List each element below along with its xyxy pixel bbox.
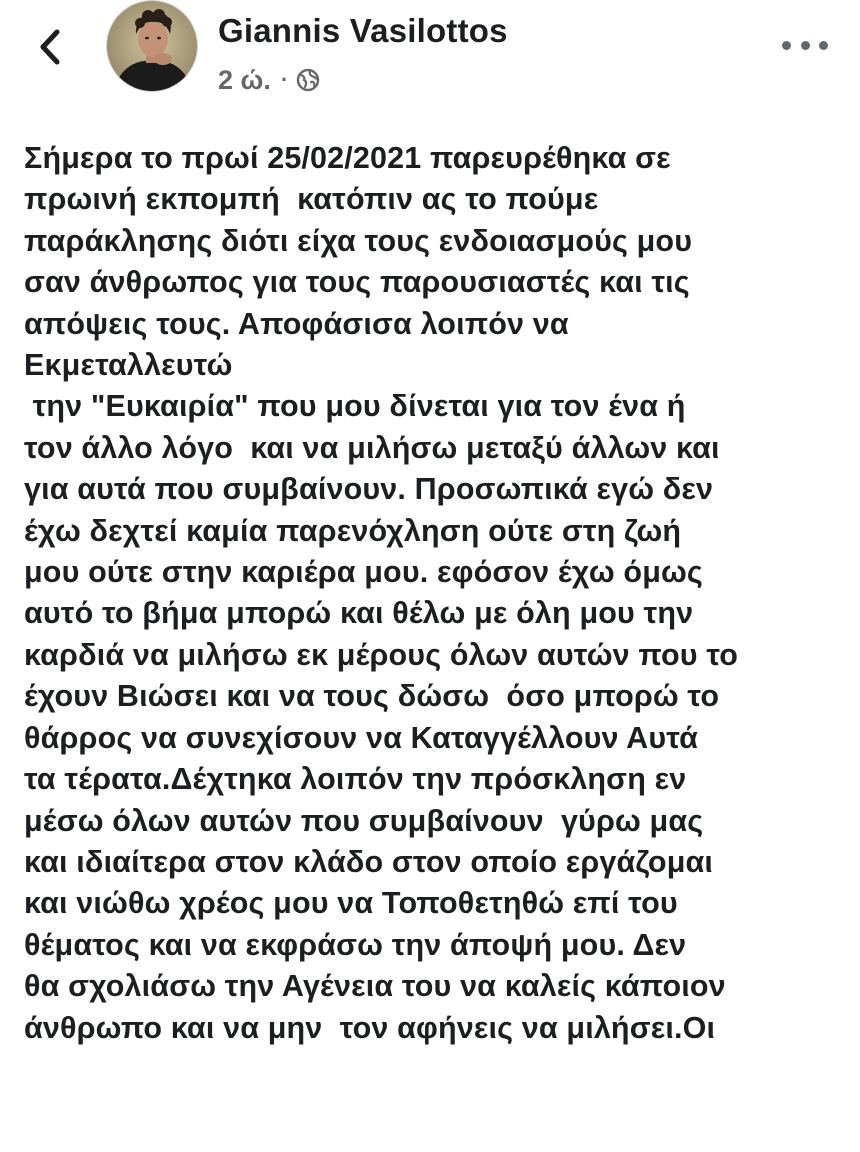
post-text-line: και νιώθω χρέος μου να Τοποθετηθώ επί του: [24, 886, 678, 921]
post-meta: [218, 62, 320, 98]
post-text-line: πρωινή εκπομπή κατόπιν ας το πούμε: [24, 182, 599, 217]
post-text-line: θέματος και να εκφράσω την άποψή μου. Δεν: [24, 927, 687, 962]
meta-separator: ·: [280, 67, 289, 92]
post-text-line: σαν άνθρωπος για τους παρουσιαστές και τις: [24, 265, 690, 300]
post-text-line: θάρρος να συνεχίσουν να Καταγγέλλουν Αυτά: [24, 720, 699, 755]
more-dot: [801, 41, 810, 50]
post-text-line: έχω δεχτεί καμία παρενόχληση ούτε στη ζωή: [24, 513, 682, 548]
author-name[interactable]: Giannis Vasilottos: [218, 12, 508, 49]
post-text-line: Εκμεταλλευτώ: [24, 348, 233, 383]
post-text-line: απόψεις τους. Αποφάσισα λοιπόν να: [24, 306, 569, 341]
post-text-line: Σήμερα το πρωί 25/02/2021 παρευρέθηκα σε: [24, 141, 671, 175]
post-timestamp[interactable]: 2 ώ.: [218, 64, 271, 95]
post-text-line: μου ούτε στην καριέρα μου. εφόσον έχω όμως: [24, 555, 703, 590]
more-dot: [782, 41, 791, 50]
chevron-left-icon: [35, 27, 65, 67]
post-text-line: θα σχολιάσω την Αγένεια του να καλείς κάποιον: [24, 969, 726, 1004]
post-text-line: έχουν Βιώσει και να τους δώσω όσο μπορώ το: [24, 679, 720, 714]
post-text-line: τα τέρατα.Δέχτηκα λοιπόν την πρόσκληση εν: [24, 762, 687, 797]
post-text-line: μέσω όλων αυτών που συμβαίνουν γύρω μας: [24, 803, 704, 838]
post-text-line: για αυτά που συμβαίνουν. Προσωπικά εγώ δεν: [24, 472, 714, 507]
post-header: [0, 0, 860, 110]
post-text: [24, 138, 854, 1049]
post-text-line: καρδιά να μιλήσω εκ μέρους όλων αυτών που το: [24, 637, 739, 672]
post-text-line: παράκλησης διότι είχα τους ενδοιασμούς μου: [24, 223, 693, 258]
post-text-line: τον άλλο λόγο και να μιλήσω μεταξύ άλλων και: [24, 430, 720, 465]
avatar[interactable]: [106, 0, 198, 92]
post-text-line: αυτό το βήμα μπορώ και θέλω με όλη μου την: [24, 596, 694, 631]
avatar-photo: [107, 1, 198, 92]
post-text-line: και ιδιαίτερα στον κλάδο στον οποίο εργάζομαι: [24, 844, 714, 879]
more-dot: [819, 41, 828, 50]
post-text-line: την "Ευκαιρία" που μου δίνεται για τον ένα ή: [24, 389, 686, 424]
post-text-line: άνθρωπο και να μην τον αφήνεις να μιλήσει.Οι: [24, 1010, 716, 1045]
more-options-button[interactable]: [782, 30, 828, 60]
back-button[interactable]: [28, 22, 72, 72]
globe-icon[interactable]: [296, 68, 320, 92]
